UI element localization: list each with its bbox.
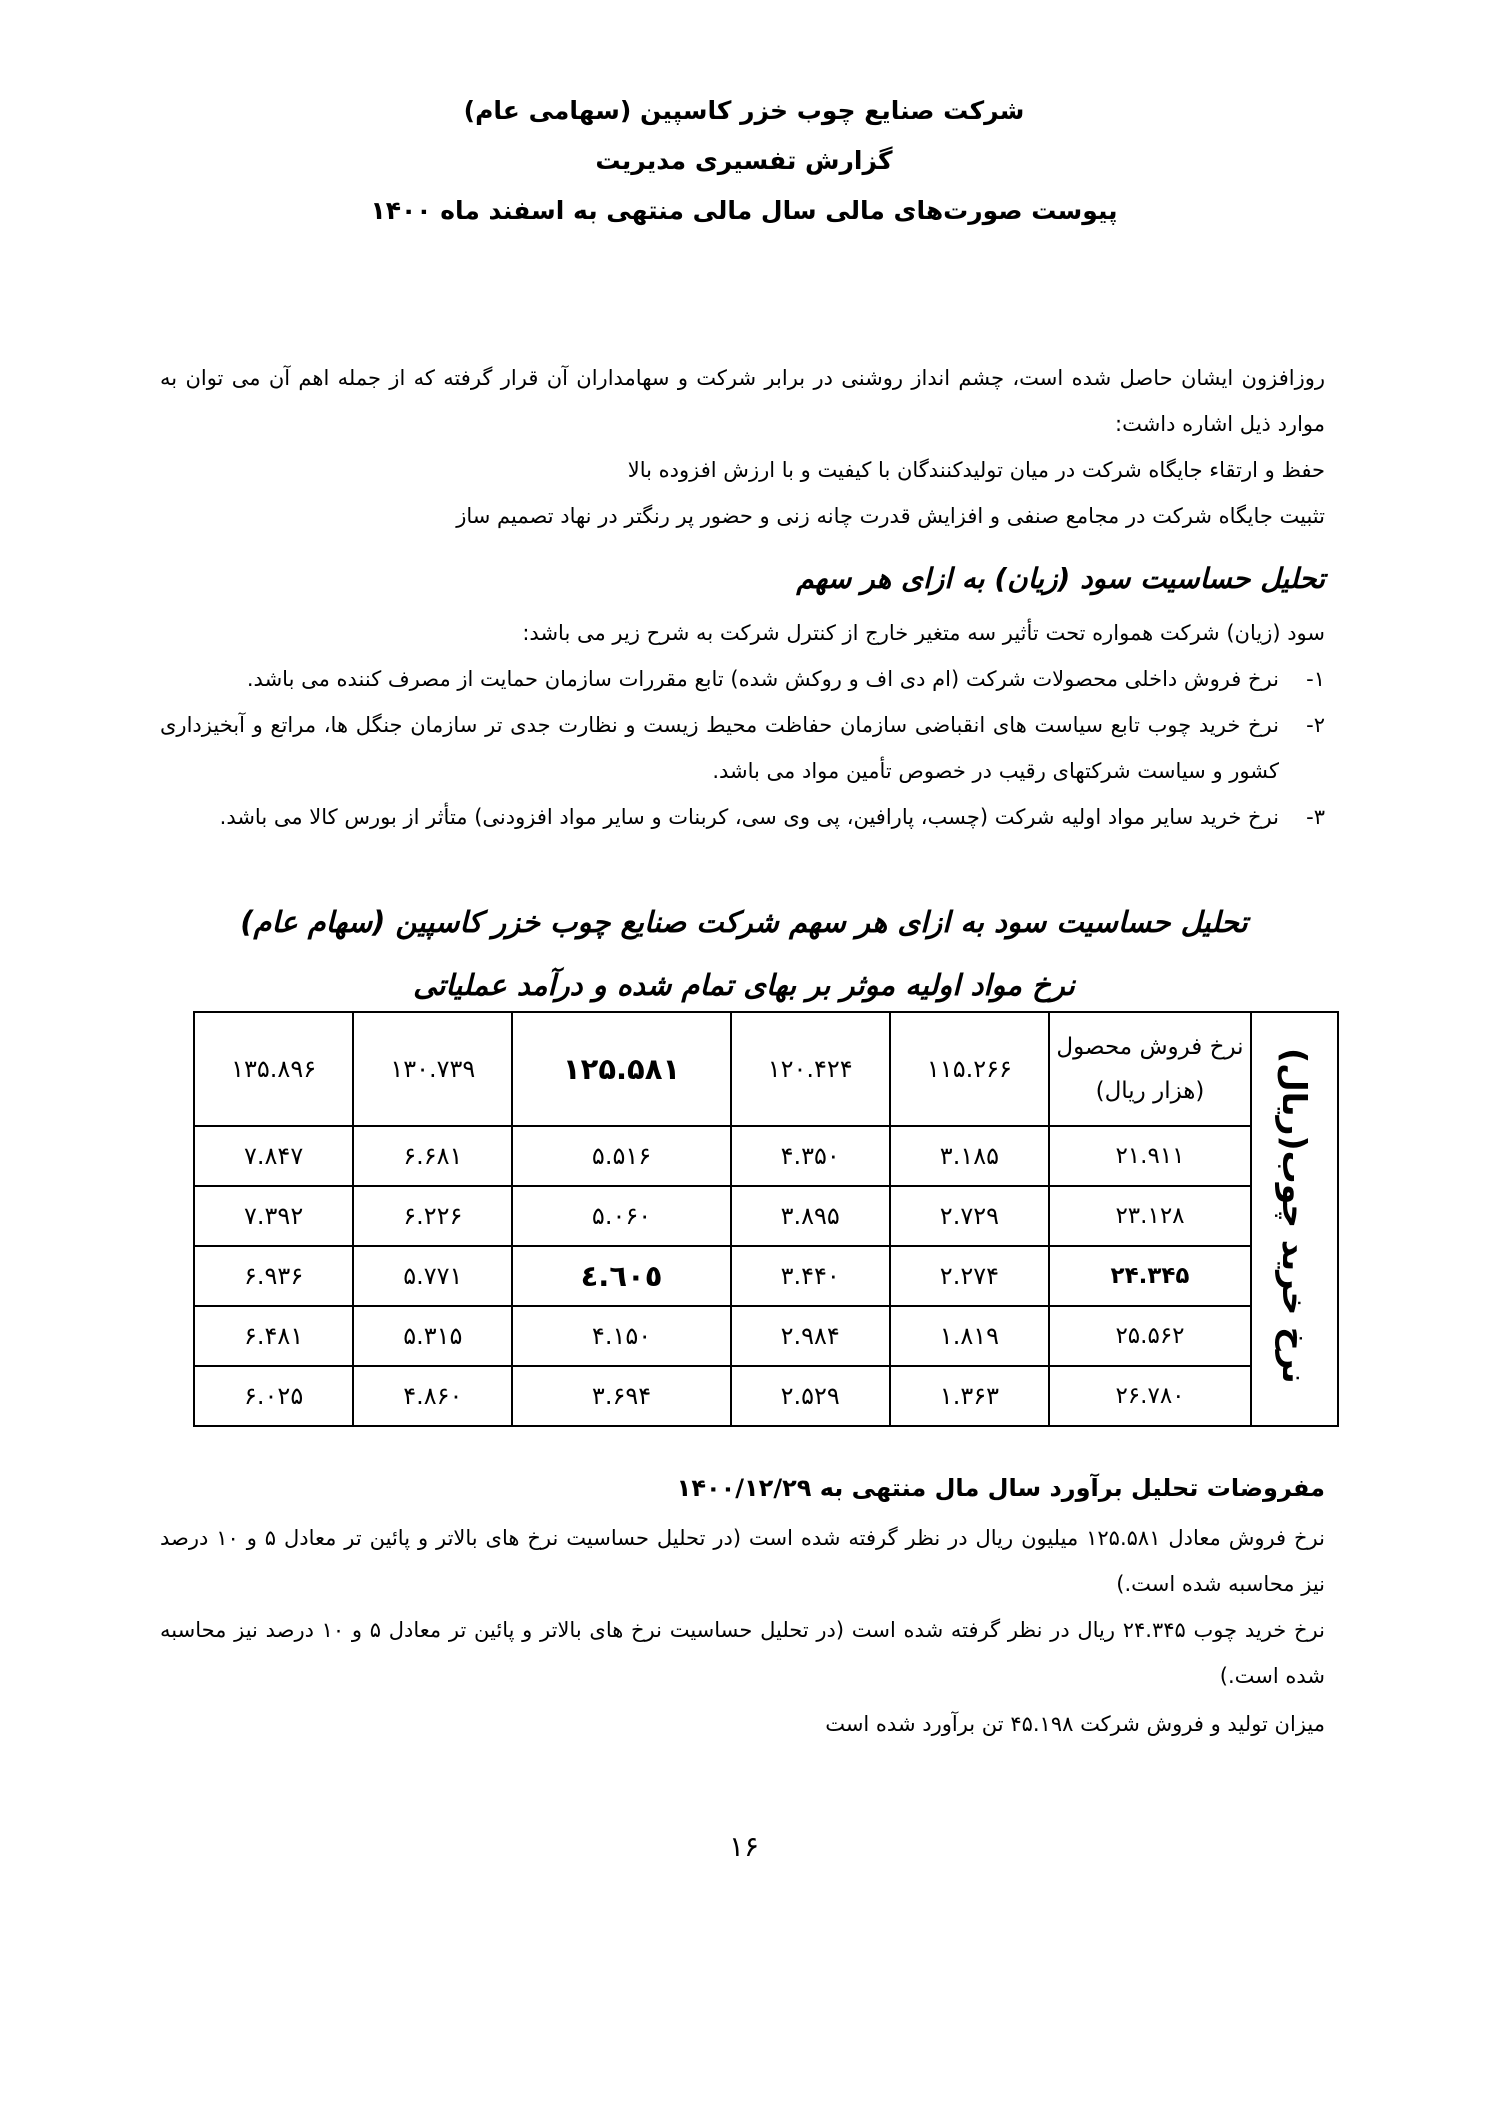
sales-rate-header: ۱۳۵.۸۹۶ [194, 1012, 353, 1126]
wood-rate-cell: ۲۴.۳۴۵ [1049, 1246, 1251, 1306]
sales-rate-header: ۱۱۵.۲۶۶ [890, 1012, 1049, 1126]
table-row [194, 1306, 1338, 1366]
wood-rate-cell: ۲۶.۷۸۰ [1049, 1366, 1251, 1426]
table-cell: ۶.۲۲۶ [353, 1186, 512, 1246]
table-cell: ۲.۵۲۹ [731, 1366, 890, 1426]
table-subtitle: نرخ مواد اولیه موثر بر بهای تمام شده و درآمد عملیاتی [413, 968, 1075, 1002]
assumption-production: میزان تولید و فروش شرکت ۴۵.۱۹۸ تن برآورد شده است [825, 1712, 1325, 1736]
table-cell: ۳.۶۹۴ [512, 1366, 730, 1426]
table-cell: ۲.۷۲۹ [890, 1186, 1049, 1246]
sensitivity-section-title: تحلیل حساسیت سود (زیان) به ازای هر سهم [796, 562, 1325, 595]
intro-line: روزافزون ایشان حاصل شده است، چشم انداز روشنی در برابر شرکت و سهامداران آن قرار گرفته که از جمله اهم آن می توان به موارد ذیل اشاره داشت: [160, 366, 1325, 436]
table-cell: ۴.۱۵۰ [512, 1306, 730, 1366]
table-cell: ۱.۳۶۳ [890, 1366, 1049, 1426]
table-cell: ۲.۲۷۴ [890, 1246, 1049, 1306]
company-title: شرکت صنایع چوب خزر کاسپین (سهامی عام) [463, 96, 1025, 125]
table-cell: ٤.٦٠٥ [512, 1246, 730, 1306]
wood-rate-cell: ۲۳.۱۲۸ [1049, 1186, 1251, 1246]
table-cell: ۷.۳۹۲ [194, 1186, 353, 1246]
report-title: گزارش تفسیری مدیریت [595, 146, 893, 175]
table-cell: ۲.۹۸۴ [731, 1306, 890, 1366]
assumptions-title: مفروضات تحلیل برآورد سال مال منتهی به ۱۴۰۰/۱۲/۲۹ [676, 1474, 1325, 1502]
page-number: ۱۶ [728, 1830, 760, 1863]
intro-paragraph [160, 355, 1325, 539]
sensitivity-table [193, 1011, 1339, 1427]
table-cell: ۳.۱۸۵ [890, 1126, 1049, 1186]
table-header-row [194, 1012, 1338, 1126]
table-cell: ۵.۰۶۰ [512, 1186, 730, 1246]
table-cell: ۴.۳۵۰ [731, 1126, 890, 1186]
table-row [194, 1186, 1338, 1246]
table-row [194, 1126, 1338, 1186]
intro-line: تثبیت جایگاه شرکت در مجامع صنفی و افزایش قدرت چانه زنی و حضور پر رنگتر در نهاد تصمیم ساز [456, 504, 1325, 528]
wood-rate-cell: ۲۱.۹۱۱ [1049, 1126, 1251, 1186]
table-cell: ۵.۳۱۵ [353, 1306, 512, 1366]
table-cell: ۶.۶۸۱ [353, 1126, 512, 1186]
table-cell: ۶.۴۸۱ [194, 1306, 353, 1366]
assumption-sales: نرخ فروش معادل ۱۲۵.۵۸۱ میلیون ریال در نظر گرفته شده است (در تحلیل حساسیت نرخ های بالاتر و پائین تر معادل ۵ و ۱۰ درصد نیز محاسبه شده است.) [160, 1526, 1325, 1596]
table-cell: ۶.۰۲۵ [194, 1366, 353, 1426]
table-row [194, 1246, 1338, 1306]
table-corner-cell: نرخ فروش محصول (هزار ریال) [1049, 1012, 1251, 1126]
table-cell: ۷.۸۴۷ [194, 1126, 353, 1186]
table-cell: ۱.۸۱۹ [890, 1306, 1049, 1366]
list-item: ۱- نرخ فروش داخلی محصولات شرکت (ام دی اف و روکش شده) تابع مقررات سازمان حمایت از مصرف کننده می باشد. [246, 667, 1325, 691]
assumption-wood: نرخ خرید چوب ۲۴.۳۴۵ ریال در نظر گرفته شده است (در تحلیل حساسیت نرخ های بالاتر و پائین تر معادل ۵ و ۱۰ درصد نیز محاسبه شده است.) [160, 1618, 1325, 1688]
table-title: تحلیل حساسیت سود به ازای هر سهم شرکت صنایع چوب خزر کاسپین (سهام عام) [240, 905, 1248, 939]
list-item: ۲- نرخ خرید چوب تابع سیاست های انقباضی سازمان حفاظت محیط زیست و نظارت جدی تر سازمان جنگل ها، مراتع و آبخیزداری کشور و سیاست شرکتهای رقیب در خصوص تأمین مواد می باشد. [160, 713, 1325, 783]
table-cell: ۴.۸۶۰ [353, 1366, 512, 1426]
list-item: ۳- نرخ خرید سایر مواد اولیه شرکت (چسب، پارافین، پی وی سی، کربنات و سایر مواد افزودنی) متأثر از بورس کالا می باشد. [219, 805, 1325, 829]
intro-line: حفظ و ارتقاء جایگاه شرکت در میان تولیدکنندگان با کیفیت و با ارزش افزوده بالا [627, 458, 1325, 482]
table-cell: ۵.۵۱۶ [512, 1126, 730, 1186]
appendix-title: پیوست صورت‌های مالی سال مالی منتهی به اسفند ماه ۱۴۰۰ [370, 196, 1118, 225]
wood-rate-cell: ۲۵.۵۶۲ [1049, 1306, 1251, 1366]
assumptions-paragraph [160, 1515, 1325, 1699]
variables-list [160, 656, 1325, 840]
table-cell: ۶.۹۳۶ [194, 1246, 353, 1306]
table-cell: ۳.۸۹۵ [731, 1186, 890, 1246]
table-cell: ۵.۷۷۱ [353, 1246, 512, 1306]
wood-rate-axis-label: نرخ خرید چوب(ریال) [1251, 1012, 1338, 1426]
sales-rate-header: ۱۲۰.۴۲۴ [731, 1012, 890, 1126]
sales-rate-header: ۱۲۵.۵۸۱ [512, 1012, 730, 1126]
table-row [194, 1366, 1338, 1426]
table-cell: ۳.۴۴۰ [731, 1246, 890, 1306]
sensitivity-lead: سود (زیان) شرکت همواره تحت تأثیر سه متغیر خارج از کنترل شرکت به شرح زیر می باشد: [522, 621, 1325, 645]
sales-rate-header: ۱۳۰.۷۳۹ [353, 1012, 512, 1126]
